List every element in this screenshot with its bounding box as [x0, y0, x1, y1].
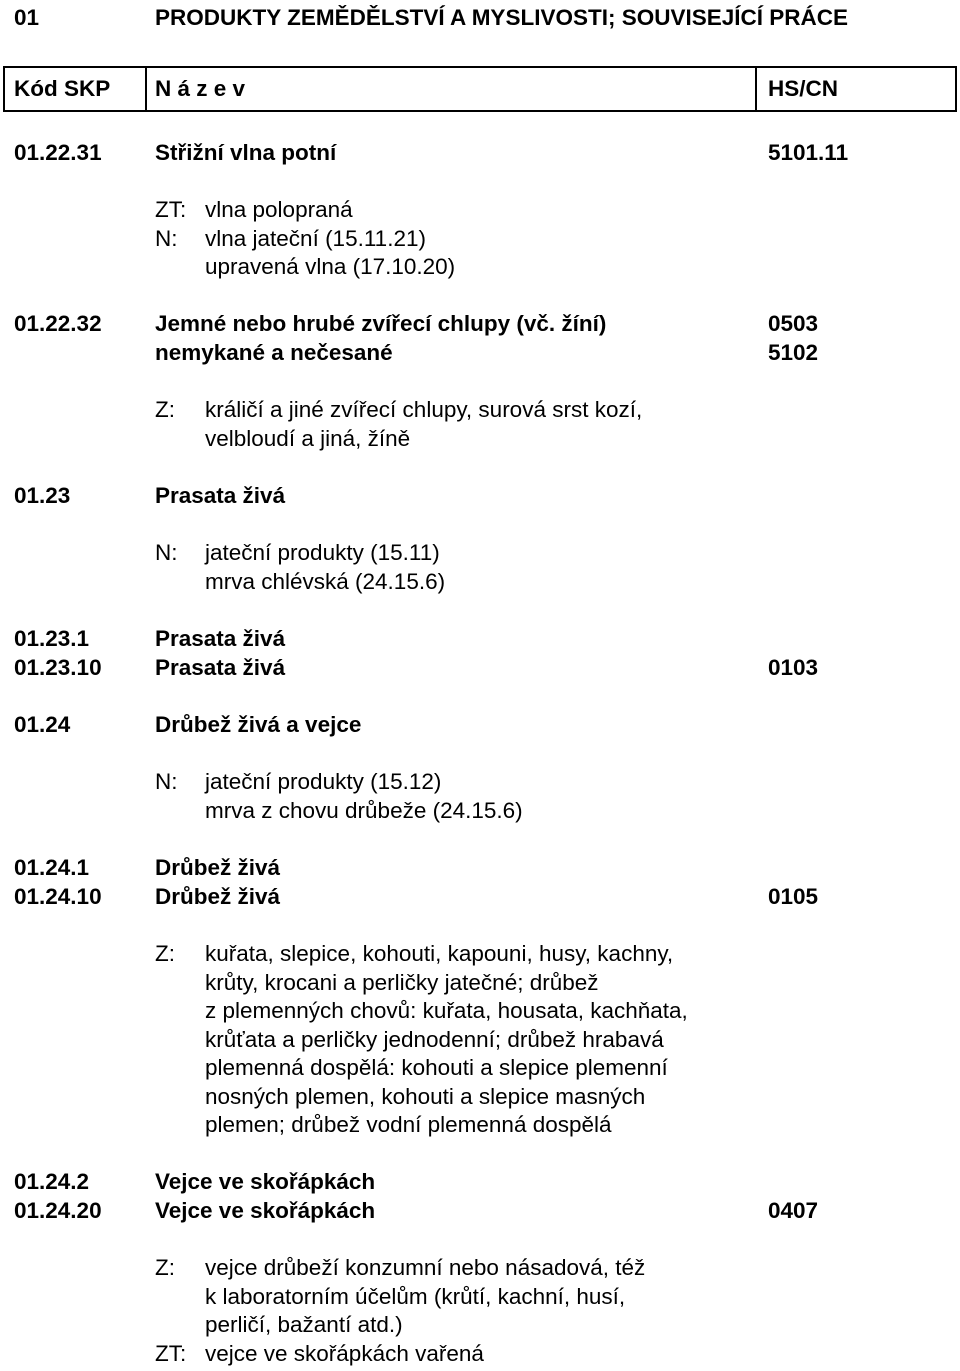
note-text: mrva chlévská (24.15.6) — [205, 569, 446, 594]
note-text: vlna polopraná — [205, 197, 353, 222]
entry-code: 01.24 — [14, 712, 71, 737]
entry-name: nemykané a nečesané — [155, 340, 393, 365]
entry-name: Drůbež živá — [155, 855, 281, 880]
section-title: PRODUKTY ZEMĚDĚLSTVÍ A MYSLIVOSTI; SOUVISEJÍCÍ PRÁCE — [155, 5, 849, 30]
entry-code: 01.23.1 — [14, 626, 90, 651]
note-label: Z: — [155, 941, 175, 966]
column-divider — [755, 68, 757, 110]
note-text: perličí, bažantí atd.) — [205, 1312, 403, 1337]
note-text: nosných plemen, kohouti a slepice masných — [205, 1084, 646, 1109]
entry-code: 01.23 — [14, 483, 71, 508]
note-label: ZT: — [155, 197, 187, 222]
entry-hs: 0503 — [768, 311, 819, 336]
note-text: krůty, krocani a perličky jatečné; drůbež — [205, 970, 599, 995]
entry-code: 01.22.31 — [14, 140, 102, 165]
column-divider — [145, 68, 147, 110]
note-text: krůťata a perličky jednodenní; drůbež hrabavá — [205, 1027, 664, 1052]
entry-code: 01.22.32 — [14, 311, 102, 336]
entry-name: Vejce ve skořápkách — [155, 1169, 376, 1194]
entry-name: Drůbež živá — [155, 884, 281, 909]
note-label: Z: — [155, 1255, 175, 1280]
entry-name: Vejce ve skořápkách — [155, 1198, 376, 1223]
entry-code: 01.24.20 — [14, 1198, 102, 1223]
entry-name: Prasata živá — [155, 626, 286, 651]
note-text: kuřata, slepice, kohouti, kapouni, husy, kachny, — [205, 941, 674, 966]
note-text: jateční produkty (15.11) — [205, 540, 440, 565]
header-name: N á z e v — [155, 76, 246, 101]
header-code: Kód SKP — [14, 76, 111, 101]
entry-hs: 5101.11 — [768, 140, 849, 165]
note-text: plemen; drůbež vodní plemenná dospělá — [205, 1112, 612, 1137]
note-label: N: — [155, 769, 178, 794]
note-text: jateční produkty (15.12) — [205, 769, 442, 794]
note-text: upravená vlna (17.10.20) — [205, 254, 456, 279]
entry-code: 01.24.10 — [14, 884, 102, 909]
header-hscn: HS/CN — [768, 76, 839, 101]
note-text: z plemenných chovů: kuřata, housata, kachňata, — [205, 998, 688, 1023]
entry-hs: 5102 — [768, 340, 819, 365]
entry-hs: 0103 — [768, 655, 819, 680]
note-text: vejce drůbeží konzumní nebo násadová, též — [205, 1255, 646, 1280]
note-label: ZT: — [155, 1341, 187, 1366]
entry-name: Jemné nebo hrubé zvířecí chlupy (vč. žíní) — [155, 311, 607, 336]
note-text: mrva z chovu drůbeže (24.15.6) — [205, 798, 523, 823]
entry-code: 01.23.10 — [14, 655, 102, 680]
entry-code: 01.24.1 — [14, 855, 90, 880]
entry-hs: 0105 — [768, 884, 819, 909]
entry-name: Drůbež živá a vejce — [155, 712, 362, 737]
entry-name: Prasata živá — [155, 655, 286, 680]
note-text: králičí a jiné zvířecí chlupy, surová srst kozí, — [205, 397, 643, 422]
note-label: Z: — [155, 397, 175, 422]
note-text: vlna jateční (15.11.21) — [205, 226, 426, 251]
note-text: vejce ve skořápkách vařená — [205, 1341, 484, 1366]
entry-hs: 0407 — [768, 1198, 819, 1223]
note-text: plemenná dospělá: kohouti a slepice plemenní — [205, 1055, 668, 1080]
entry-code: 01.24.2 — [14, 1169, 90, 1194]
section-code: 01 — [14, 5, 40, 30]
note-text: k laboratorním účelům (krůtí, kachní, husí, — [205, 1284, 626, 1309]
entry-name: Prasata živá — [155, 483, 286, 508]
note-label: N: — [155, 226, 178, 251]
note-label: N: — [155, 540, 178, 565]
note-text: velbloudí a jiná, žíně — [205, 426, 411, 451]
entry-name: Střižní vlna potní — [155, 140, 337, 165]
